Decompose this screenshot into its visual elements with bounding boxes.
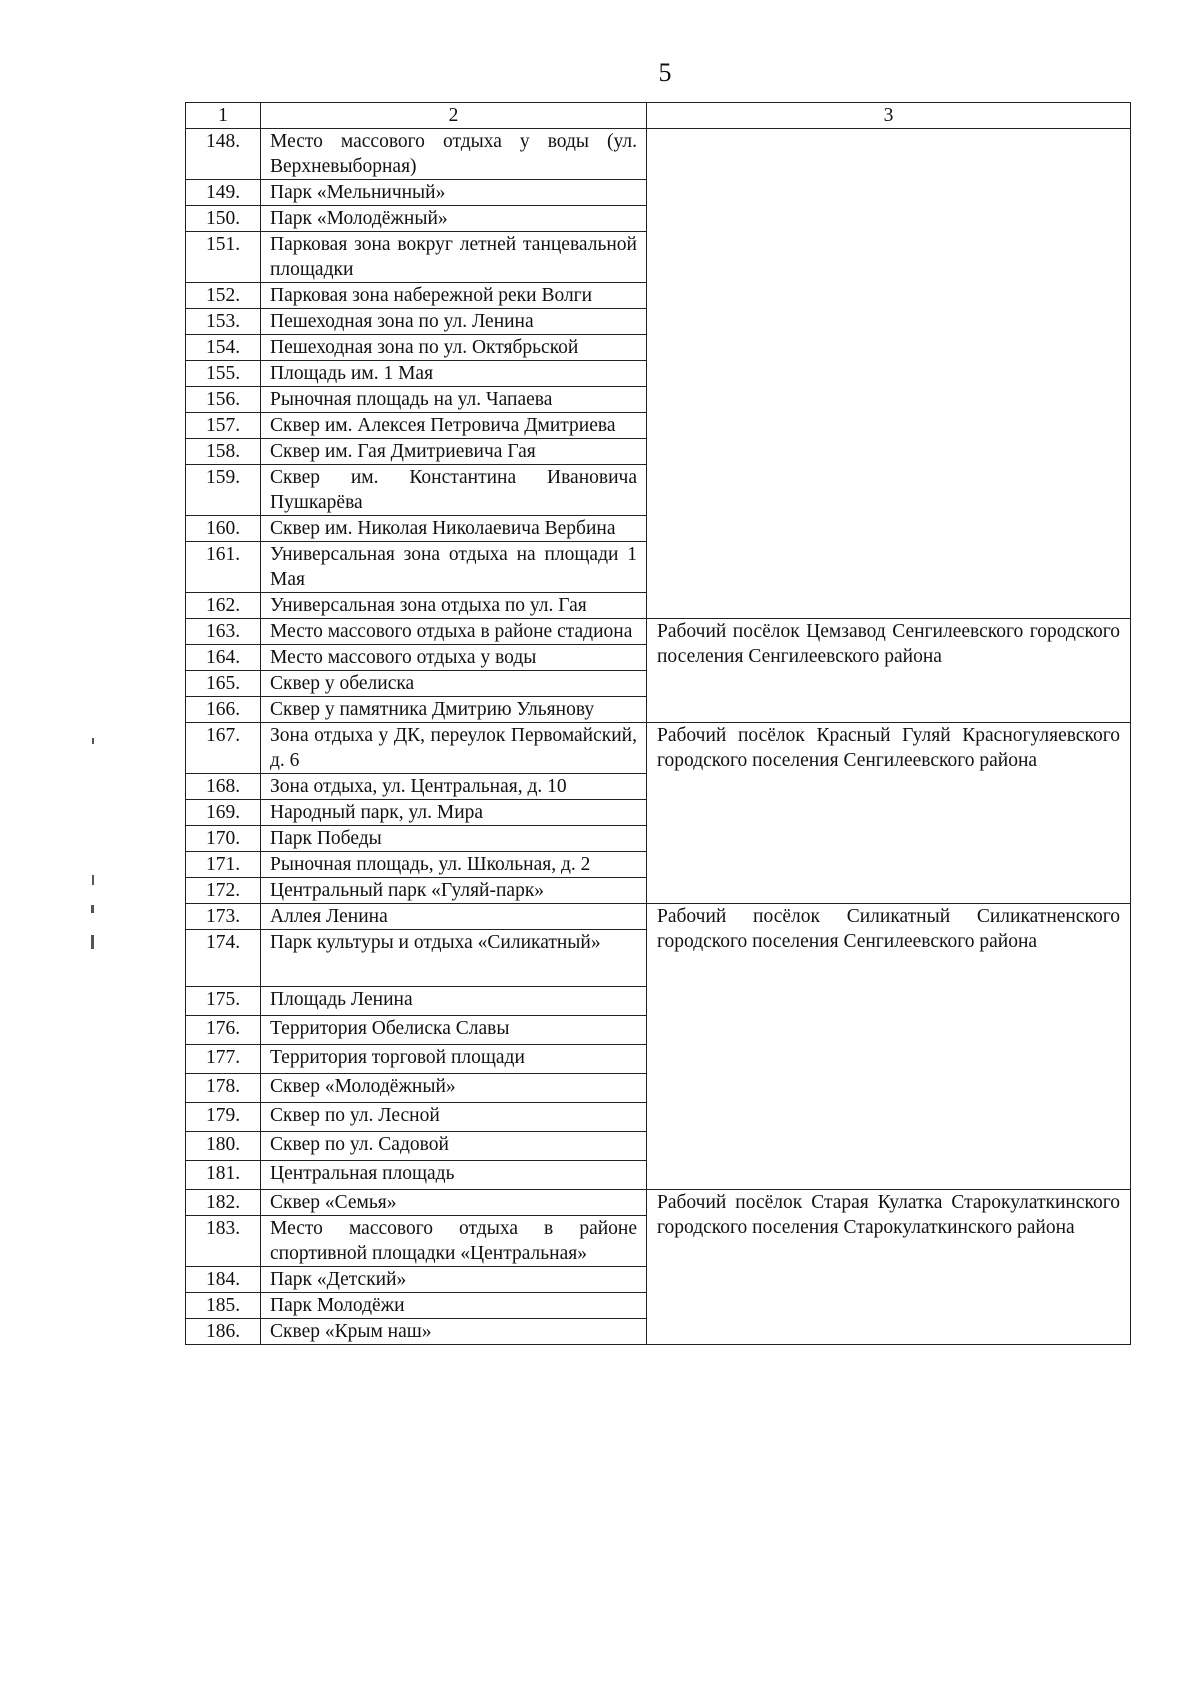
row-number: 149. <box>186 180 261 206</box>
place-name: Сквер по ул. Садовой <box>261 1132 647 1161</box>
place-name: Парк Молодёжи <box>261 1293 647 1319</box>
row-number: 154. <box>186 335 261 361</box>
place-name: Сквер им. Николая Николаевича Вербина <box>261 516 647 542</box>
place-name: Парк культуры и отдыха «Силикатный» <box>261 930 647 987</box>
place-name: Место массового отдыха у воды <box>261 645 647 671</box>
place-name: Рыночная площадь, ул. Школьная, д. 2 <box>261 852 647 878</box>
page-number: 5 <box>658 58 672 87</box>
column-header-1: 1 <box>186 103 261 129</box>
scan-artifact <box>92 738 94 744</box>
row-number: 175. <box>186 987 261 1016</box>
row-number: 168. <box>186 774 261 800</box>
place-name: Площадь Ленина <box>261 987 647 1016</box>
table-row <box>186 129 1131 180</box>
place-name: Зона отдыха, ул. Центральная, д. 10 <box>261 774 647 800</box>
place-name: Пешеходная зона по ул. Октябрьской <box>261 335 647 361</box>
table-row <box>186 904 1131 930</box>
settlement-cell: Рабочий посёлок Старая Кулатка Старокулаткинского городского поселения Старокулаткинского района <box>647 1190 1131 1345</box>
place-name: Место массового отдыха в районе стадиона <box>261 619 647 645</box>
row-number: 164. <box>186 645 261 671</box>
place-name: Место массового отдыха у воды (ул. Верхневыборная) <box>261 129 647 180</box>
table-container <box>185 102 1130 1345</box>
place-name: Парковая зона вокруг летней танцевальной площадки <box>261 232 647 283</box>
row-number: 151. <box>186 232 261 283</box>
place-name: Народный парк, ул. Мира <box>261 800 647 826</box>
place-name: Место массового отдыха в районе спортивной площадки «Центральная» <box>261 1216 647 1267</box>
place-name: Универсальная зона отдыха по ул. Гая <box>261 593 647 619</box>
place-name: Сквер «Семья» <box>261 1190 647 1216</box>
place-name: Рыночная площадь на ул. Чапаева <box>261 387 647 413</box>
row-number: 167. <box>186 723 261 774</box>
row-number: 171. <box>186 852 261 878</box>
row-number: 157. <box>186 413 261 439</box>
column-header-2: 2 <box>261 103 647 129</box>
place-name: Пешеходная зона по ул. Ленина <box>261 309 647 335</box>
row-number: 166. <box>186 697 261 723</box>
place-name: Сквер им. Алексея Петровича Дмитриева <box>261 413 647 439</box>
row-number: 161. <box>186 542 261 593</box>
row-number: 181. <box>186 1161 261 1190</box>
row-number: 162. <box>186 593 261 619</box>
row-number: 169. <box>186 800 261 826</box>
row-number: 178. <box>186 1074 261 1103</box>
place-name: Центральный парк «Гуляй-парк» <box>261 878 647 904</box>
table-header <box>186 103 1131 129</box>
table-row <box>186 723 1131 774</box>
place-name: Центральная площадь <box>261 1161 647 1190</box>
table-row <box>186 619 1131 645</box>
table-body <box>186 129 1131 1345</box>
row-number: 177. <box>186 1045 261 1074</box>
row-number: 174. <box>186 930 261 987</box>
row-number: 186. <box>186 1319 261 1345</box>
settlement-cell: Рабочий посёлок Силикатный Силикатненского городского поселения Сенгилеевского района <box>647 904 1131 1190</box>
row-number: 179. <box>186 1103 261 1132</box>
scan-artifact <box>91 935 94 949</box>
place-name: Территория Обелиска Славы <box>261 1016 647 1045</box>
place-name: Универсальная зона отдыха на площади 1 Мая <box>261 542 647 593</box>
place-name: Сквер «Крым наш» <box>261 1319 647 1345</box>
place-name: Территория торговой площади <box>261 1045 647 1074</box>
row-number: 160. <box>186 516 261 542</box>
row-number: 163. <box>186 619 261 645</box>
place-name: Площадь им. 1 Мая <box>261 361 647 387</box>
place-name: Сквер по ул. Лесной <box>261 1103 647 1132</box>
place-name: Парк «Мельничный» <box>261 180 647 206</box>
row-number: 153. <box>186 309 261 335</box>
column-header-3: 3 <box>647 103 1131 129</box>
place-name: Парк Победы <box>261 826 647 852</box>
place-name: Аллея Ленина <box>261 904 647 930</box>
settlement-cell: Рабочий посёлок Цемзавод Сенгилеевского городского поселения Сенгилеевского района <box>647 619 1131 723</box>
place-name: Парк «Детский» <box>261 1267 647 1293</box>
place-name: Сквер им. Константина Ивановича Пушкарёва <box>261 465 647 516</box>
row-number: 159. <box>186 465 261 516</box>
header-row <box>186 103 1131 129</box>
row-number: 172. <box>186 878 261 904</box>
row-number: 155. <box>186 361 261 387</box>
settlement-cell <box>647 129 1131 619</box>
row-number: 165. <box>186 671 261 697</box>
place-name: Сквер им. Гая Дмитриевича Гая <box>261 439 647 465</box>
place-name: Сквер «Молодёжный» <box>261 1074 647 1103</box>
row-number: 182. <box>186 1190 261 1216</box>
scan-artifact <box>92 875 94 885</box>
place-name: Парк «Молодёжный» <box>261 206 647 232</box>
row-number: 180. <box>186 1132 261 1161</box>
row-number: 150. <box>186 206 261 232</box>
row-number: 183. <box>186 1216 261 1267</box>
row-number: 156. <box>186 387 261 413</box>
place-name: Сквер у обелиска <box>261 671 647 697</box>
row-number: 185. <box>186 1293 261 1319</box>
row-number: 158. <box>186 439 261 465</box>
row-number: 176. <box>186 1016 261 1045</box>
place-name: Парковая зона набережной реки Волги <box>261 283 647 309</box>
row-number: 184. <box>186 1267 261 1293</box>
row-number: 170. <box>186 826 261 852</box>
row-number: 148. <box>186 129 261 180</box>
place-name: Сквер у памятника Дмитрию Ульянову <box>261 697 647 723</box>
table-row <box>186 1190 1131 1216</box>
place-name: Зона отдыха у ДК, переулок Первомайский, д. 6 <box>261 723 647 774</box>
scan-artifact <box>91 905 94 913</box>
row-number: 173. <box>186 904 261 930</box>
settlement-cell: Рабочий посёлок Красный Гуляй Красногуляевского городского поселения Сенгилеевского района <box>647 723 1131 904</box>
places-table <box>185 102 1131 1345</box>
row-number: 152. <box>186 283 261 309</box>
